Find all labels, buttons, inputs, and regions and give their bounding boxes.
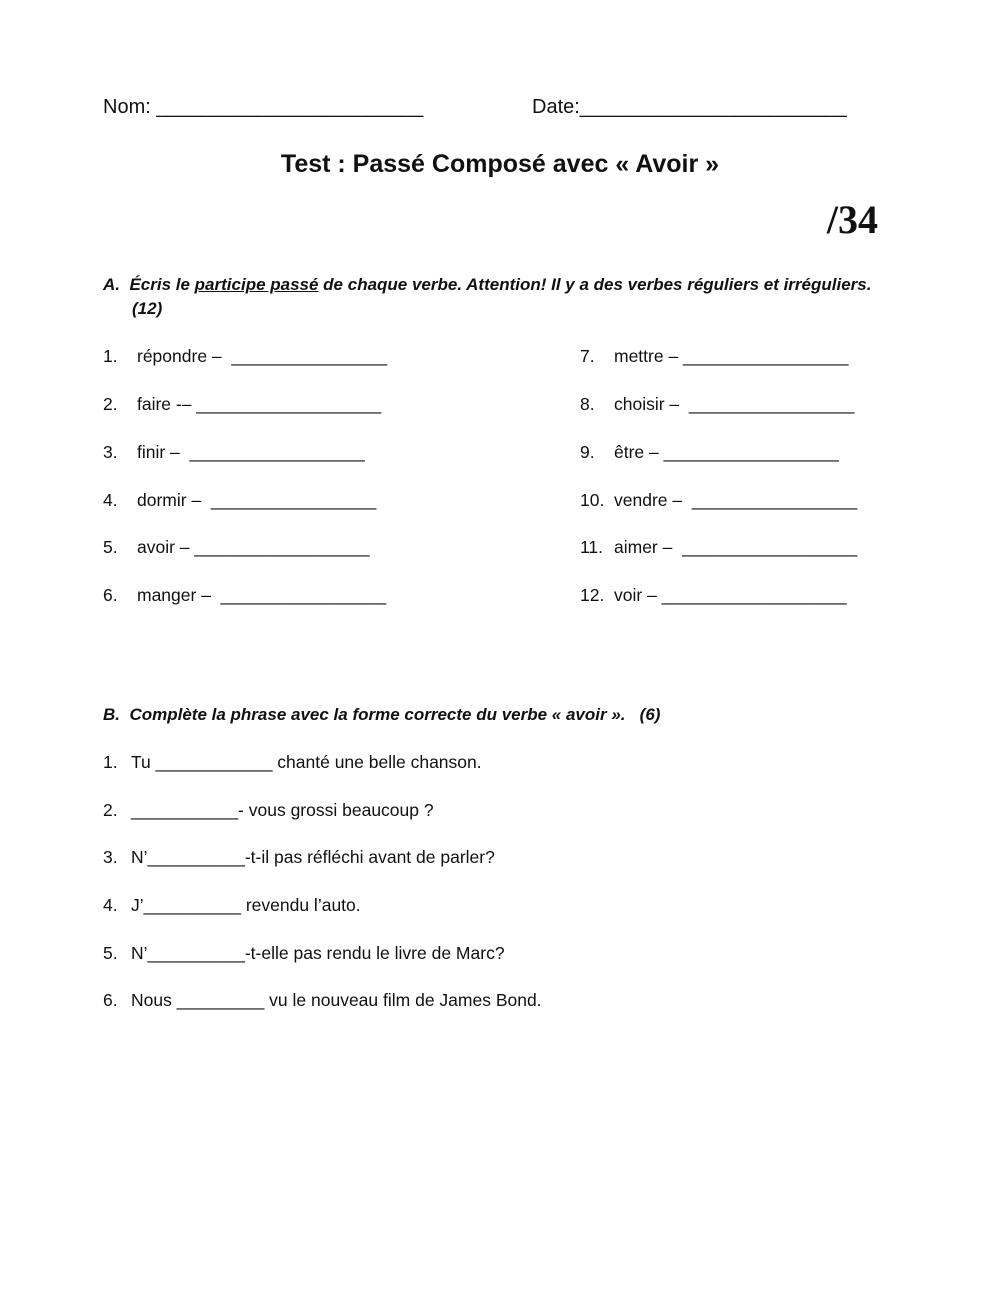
list-item: 3. finir – __________________ (103, 442, 365, 462)
list-item: 7. mettre – _________________ (580, 346, 849, 366)
date-field-label: Date:________________________ (532, 96, 847, 118)
section-a-underlined-term: participe passé (194, 275, 319, 294)
page-title: Test : Passé Composé avec « Avoir » (280, 150, 720, 178)
section-a-text-post: de chaque verbe. Attention! Il y a des verbes réguliers et irréguliers. (318, 275, 872, 294)
list-item: 6. Nous _________ vu le nouveau film de James Bond. (103, 990, 542, 1010)
section-a-instruction (103, 275, 871, 295)
list-item: 9. être – __________________ (580, 442, 839, 462)
list-item: 11. aimer – __________________ (580, 537, 858, 557)
list-item: 6. manger – _________________ (103, 585, 387, 605)
section-b-instruction: B. Complète la phrase avec la forme correcte du verbe « avoir ». (6) (103, 705, 661, 724)
section-a-points: (12) (132, 299, 163, 318)
section-a-letter: A. (103, 275, 120, 294)
list-item: 10. vendre – _________________ (580, 490, 858, 510)
list-item: 1. Tu ____________ chanté une belle chanson. (103, 752, 482, 772)
list-item: 5. avoir – __________________ (103, 537, 370, 557)
list-item: 3. N’__________-t-il pas réfléchi avant de parler? (103, 847, 495, 867)
list-item: 5. N’__________-t-elle pas rendu le livre de Marc? (103, 943, 505, 963)
list-item: 2. faire -– ___________________ (103, 394, 382, 414)
section-a-text-pre: Écris le (129, 275, 195, 294)
list-item: 2. ___________- vous grossi beaucoup ? (103, 800, 434, 820)
list-item: 4. dormir – _________________ (103, 490, 377, 510)
list-item: 12. voir – ___________________ (580, 585, 847, 605)
name-field-label: Nom: ________________________ (103, 96, 424, 118)
list-item: 1. répondre – ________________ (103, 346, 388, 366)
score-total: /34 (826, 197, 878, 242)
list-item: 8. choisir – _________________ (580, 394, 855, 414)
list-item: 4. J’__________ revendu l’auto. (103, 895, 361, 915)
